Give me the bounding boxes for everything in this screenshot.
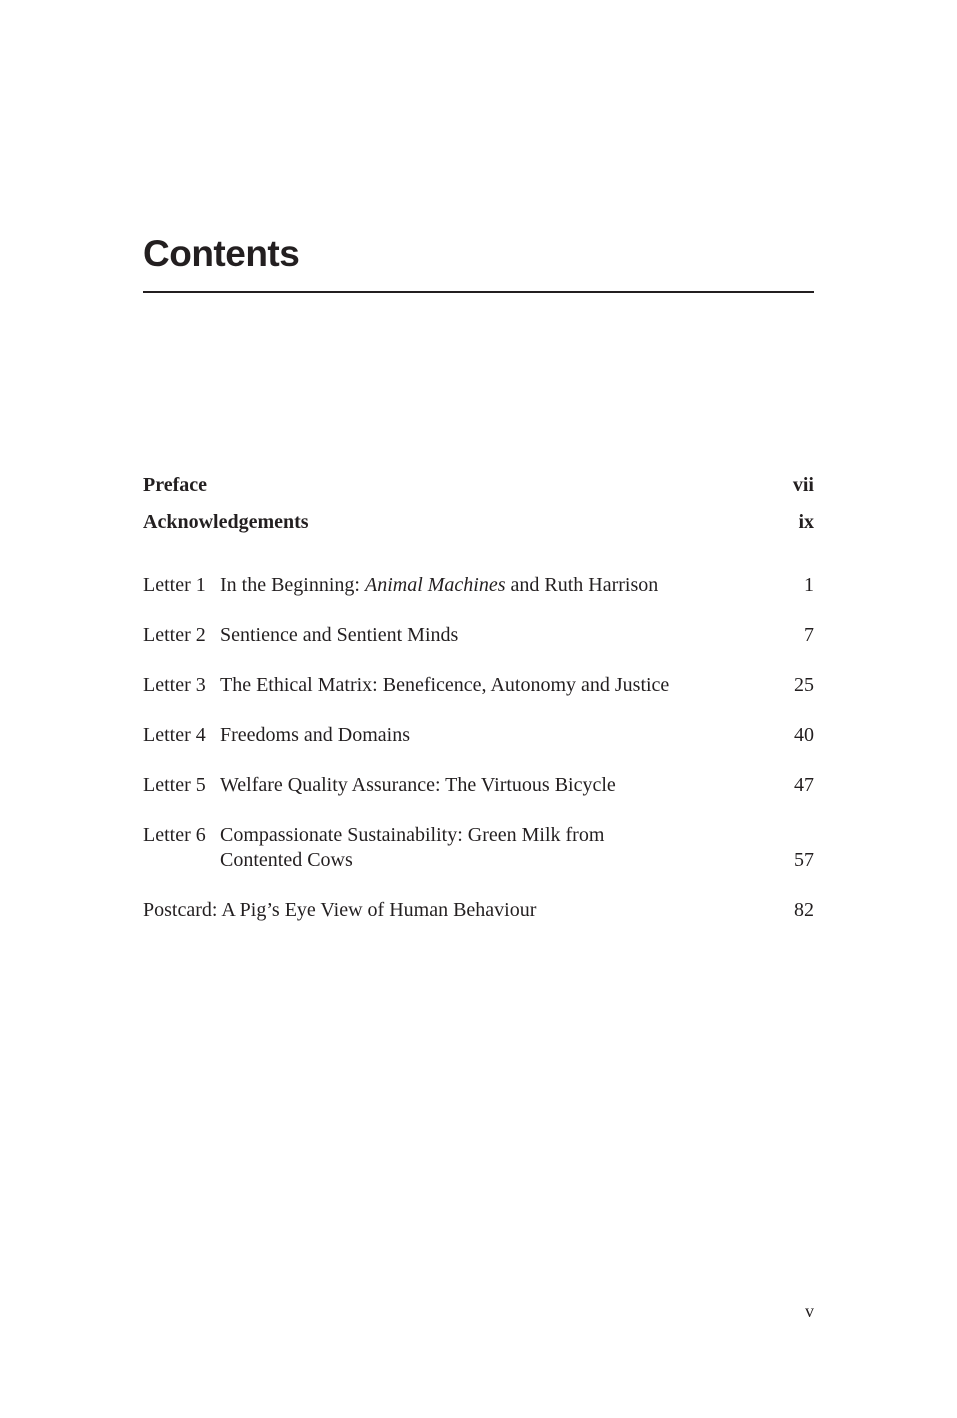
toc-page-number: 25 [794, 674, 814, 696]
toc-entry-title: Postcard: A Pig’s Eye View of Human Behaviour [143, 899, 537, 921]
toc-page-number: 47 [794, 774, 814, 796]
title-text: and Ruth Harrison [505, 574, 659, 596]
toc-entry-acknowledgements[interactable] [143, 510, 814, 535]
toc-page-number: vii [792, 474, 814, 496]
toc-entry-title: Welfare Quality Assurance: The Virtuous Bicycle [220, 774, 616, 796]
toc-page-number: 82 [794, 899, 814, 921]
toc-page-number: 40 [794, 724, 814, 746]
toc-letter-label: Letter 4 [143, 724, 206, 746]
toc-letter-label: Letter 2 [143, 624, 206, 646]
toc-letter-label: Letter 6 [143, 824, 206, 846]
page-title: Contents [143, 233, 300, 274]
toc-entry-title: Freedoms and Domains [220, 724, 410, 746]
page-folio: v [805, 1301, 814, 1321]
toc-page-number: 57 [794, 849, 814, 871]
toc-entry-preface[interactable] [143, 473, 814, 498]
toc-entry-letter-3[interactable] [143, 673, 814, 698]
toc-entry-postcard[interactable] [143, 898, 814, 923]
toc-entry-title: Acknowledgements [143, 511, 309, 533]
toc-letter-label: Letter 5 [143, 774, 206, 796]
toc-entry-title: Preface [143, 474, 208, 496]
toc-letter-label: Letter 3 [143, 674, 206, 696]
toc-letter-label: Letter 1 [143, 574, 206, 596]
toc-entry-title: The Ethical Matrix: Beneficence, Autonomy and Justice [220, 674, 670, 696]
toc-entry-letter-6[interactable] [143, 823, 814, 873]
toc-entry-title [220, 573, 814, 598]
toc-entry-title: Compassionate Sustainability: Green Milk from Contented Cows [220, 824, 605, 871]
toc-entry-letter-1[interactable] [143, 573, 814, 598]
toc-entry-title: Sentience and Sentient Minds [220, 624, 459, 646]
toc-entry-letter-2[interactable] [143, 623, 814, 648]
toc-entry-letter-4[interactable] [143, 723, 814, 748]
toc-page-number: 7 [804, 624, 814, 646]
title-text: In the Beginning: [220, 574, 365, 596]
toc-page-number: ix [798, 511, 814, 533]
title-rule [143, 291, 814, 293]
toc-page-number: 1 [804, 574, 814, 596]
toc-entry-letter-5[interactable] [143, 773, 814, 798]
title-italic-text: Animal Machines [364, 574, 506, 596]
